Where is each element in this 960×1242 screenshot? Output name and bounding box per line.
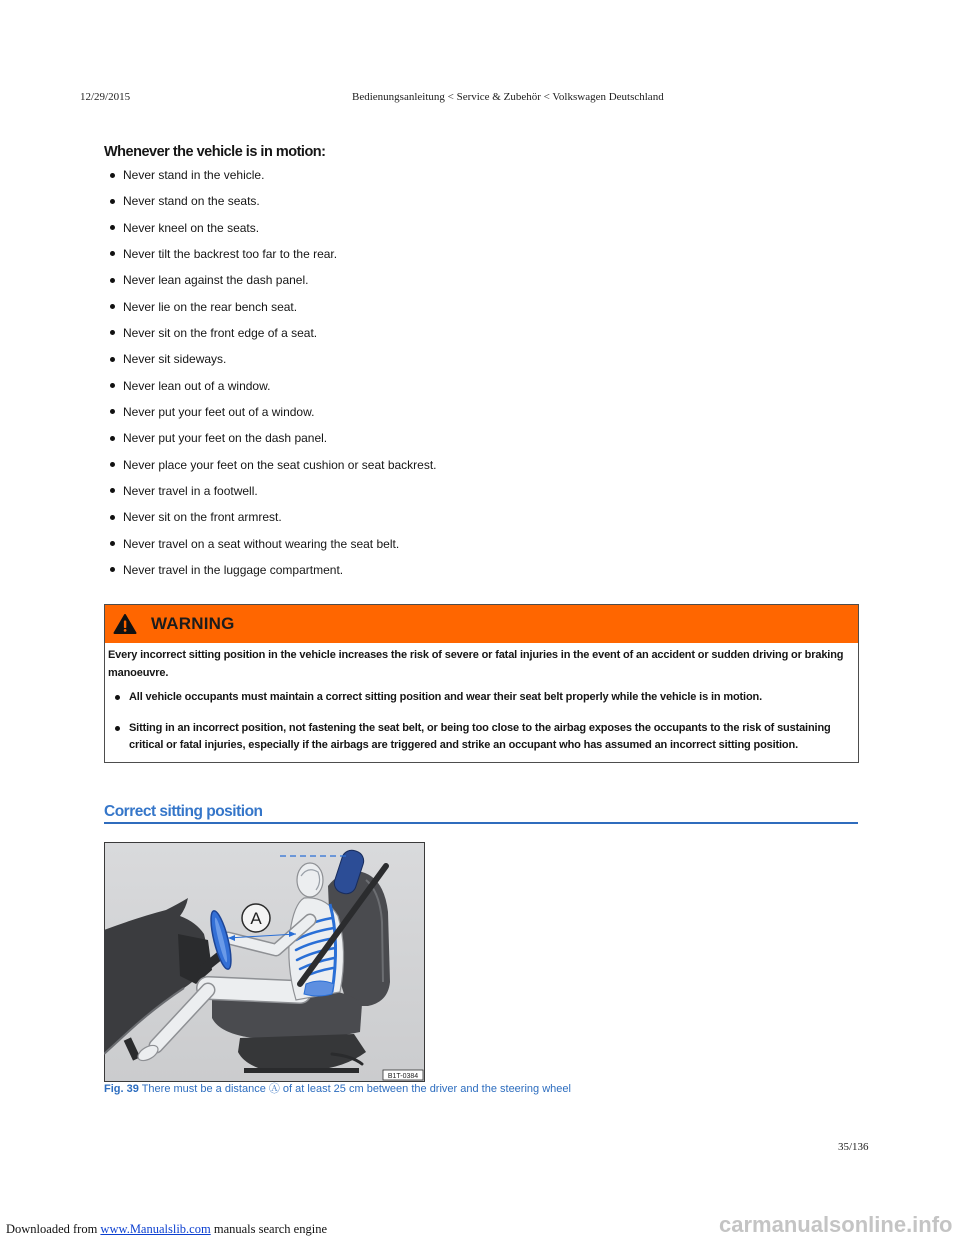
warning-box — [104, 604, 859, 763]
list-item-text: Never travel in a footwell. — [123, 483, 258, 498]
list-item — [104, 352, 724, 378]
list-item-text: Never tilt the backrest too far to the rear. — [123, 246, 338, 261]
bullet-icon — [110, 330, 115, 335]
bullet-icon — [110, 515, 115, 520]
list-item-text: Never stand in the vehicle. — [123, 168, 265, 182]
footer-prefix: Downloaded from — [6, 1222, 98, 1236]
list-item-text: Never sit sideways. — [123, 352, 227, 367]
warning-list-item — [105, 689, 858, 706]
list-item-text: Never lie on the rear bench seat. — [123, 299, 298, 314]
bullet-icon — [110, 436, 115, 441]
list-item — [104, 510, 724, 536]
list-item — [104, 247, 724, 273]
bullet-icon — [110, 251, 115, 256]
seating-position-figure — [104, 842, 425, 1082]
bullet-icon — [110, 488, 115, 493]
warning-exclamation-dot — [124, 629, 127, 632]
warning-triangle-icon — [113, 613, 137, 635]
list-item — [104, 458, 724, 484]
list-item — [104, 379, 724, 405]
bullet-icon — [110, 304, 115, 309]
list-item-text: Never kneel on the seats. — [123, 220, 260, 235]
list-item-text: Never travel in the luggage compartment. — [123, 562, 344, 577]
warning-list-item — [105, 720, 858, 754]
bullet-icon — [110, 225, 115, 230]
bullet-icon — [110, 541, 115, 546]
list-item-text: Never lean against the dash panel. — [123, 273, 309, 288]
figure-caption-text: There must be a distance Ⓐ of at least 25 cm between the driver and the steering wheel — [141, 1083, 571, 1095]
warning-label: WARNING — [151, 614, 235, 633]
list-item-text: Never travel on a seat without wearing the seat belt. — [123, 536, 400, 551]
list-item-text: Never lean out of a window. — [123, 378, 271, 393]
list-item — [104, 221, 724, 247]
sitting-section-heading: Correct sitting position — [104, 803, 263, 820]
bullet-icon — [110, 462, 115, 467]
list-item — [104, 273, 724, 299]
figure-caption — [104, 1083, 571, 1096]
bullet-icon — [110, 409, 115, 414]
bullet-icon — [115, 726, 120, 731]
thigh — [208, 988, 300, 992]
list-item — [104, 168, 724, 194]
warning-intro-text: Every incorrect sitting position in the vehicle increases the risk of severe or fatal injuries in the event of an accident or sudden driving or braking manoeuvre. — [108, 649, 844, 679]
list-item — [104, 537, 724, 563]
section-heading-rule — [104, 822, 858, 824]
seat-rail — [244, 1068, 359, 1073]
watermark: carmanualsonline.info — [719, 1212, 953, 1237]
list-item-text: Never put your feet out of a window. — [123, 404, 315, 419]
callout-label: A — [250, 909, 262, 928]
list-item — [104, 300, 724, 326]
print-page-title: Bedienungsanleitung < Service & Zubehör < Volkswagen Deutschland — [352, 91, 664, 103]
image-code: B1T-0384 — [387, 1073, 419, 1080]
list-item — [104, 431, 724, 457]
list-item — [104, 484, 724, 510]
footer-suffix: manuals search engine — [213, 1222, 327, 1236]
page-number: 35/136 — [838, 1141, 869, 1153]
bullet-icon — [110, 567, 115, 572]
bullet-icon — [115, 695, 120, 700]
warning-list — [105, 689, 858, 768]
bullet-icon — [110, 199, 115, 204]
list-item-text: Never put your feet on the dash panel. — [123, 431, 328, 446]
figure-caption-label: Fig. 39 — [104, 1083, 139, 1095]
list-item — [104, 405, 724, 431]
list-item-text: Never sit on the front armrest. — [123, 510, 282, 525]
list-item — [104, 326, 724, 352]
list-item-text: Never sit on the front edge of a seat. — [123, 325, 318, 340]
bullet-icon — [110, 173, 115, 178]
motion-rules-list — [104, 168, 724, 589]
print-date: 12/29/2015 — [80, 91, 131, 103]
bullet-icon — [110, 357, 115, 362]
list-item — [104, 563, 724, 589]
bullet-icon — [110, 383, 115, 388]
warning-list-item-text: All vehicle occupants must maintain a correct sitting position and wear their seat belt properly while the vehicle is in motion. — [129, 691, 763, 703]
manualslib-link[interactable]: www.Manualslib.com — [100, 1222, 211, 1236]
list-item — [104, 194, 724, 220]
motion-heading: Whenever the vehicle is in motion: — [104, 144, 326, 160]
list-item-text: Never place your feet on the seat cushion or seat backrest. — [123, 457, 437, 472]
bullet-icon — [110, 278, 115, 283]
list-item-text: Never stand on the seats. — [123, 194, 260, 209]
pelvis — [304, 981, 334, 996]
warning-exclamation-bar — [124, 621, 126, 629]
warning-list-item-text: Sitting in an incorrect position, not fastening the seat belt, or being too close to the airbag exposes the occupants to the risk of sustaining critical or fatal injuries, especially if the airbags are triggered and strike an occupant who has assumed an incorrect sitting position. — [129, 722, 831, 751]
download-footer — [6, 1222, 327, 1237]
